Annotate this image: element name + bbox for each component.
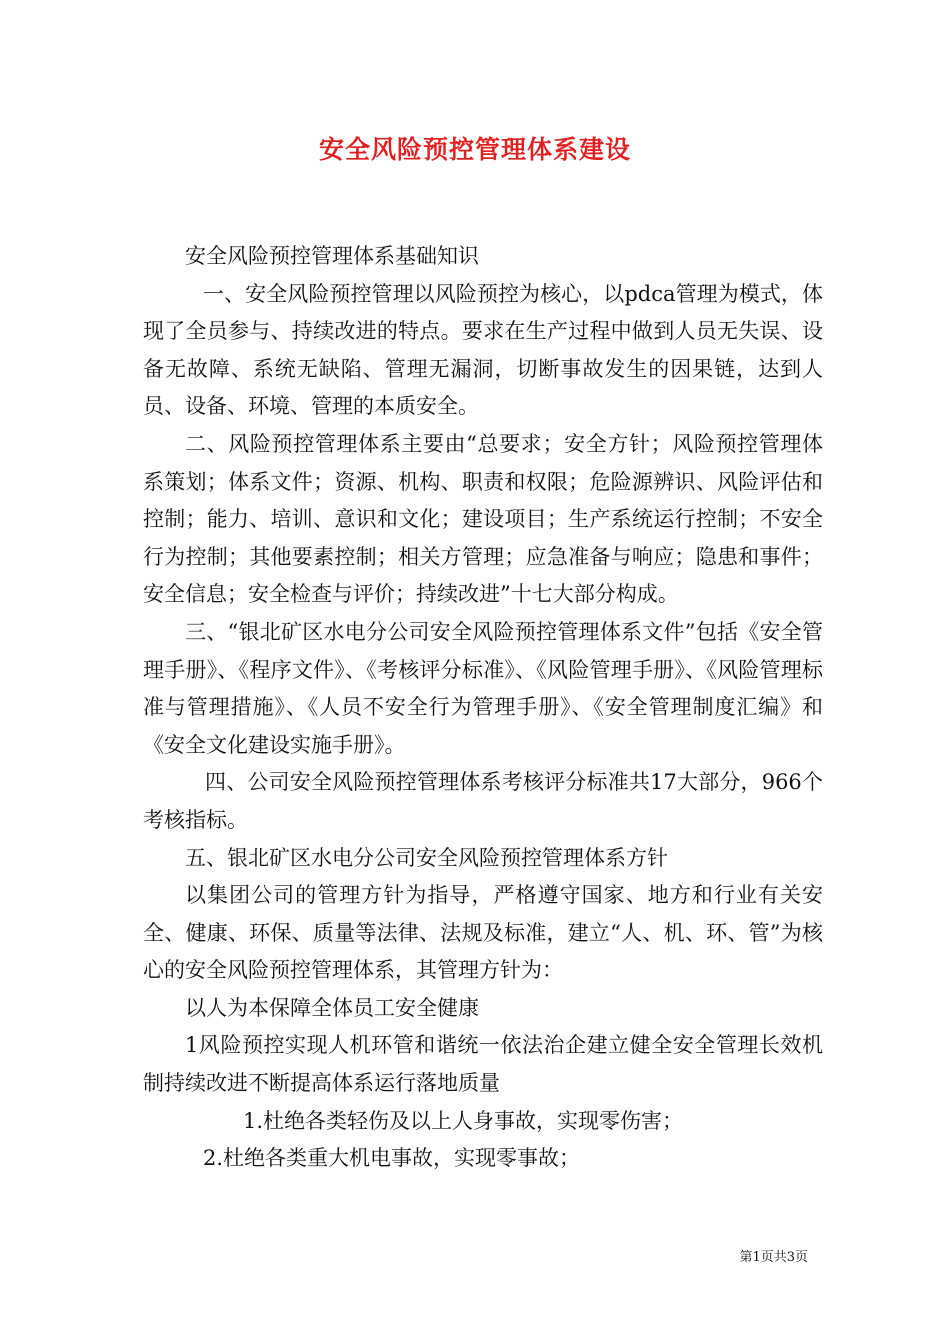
paragraph: 二、风险预控管理体系主要由“总要求；安全方针；风险预控管理体系策划；体系文件；资源、机构、职责和权限；危险源辨识、风险评估和控制；能力、培训、意识和文化；建设项目；生产系统运行控制；不安全行为控制；其他要素控制；相关方管理；应急准备与响应；隐患和事件；安全信息；安全检查与评价；持续改进”十七大部分构成。 — [143, 431, 823, 607]
list-item: 2.杜绝各类重大机电事故，实现零事故； — [203, 1146, 581, 1171]
paragraph: 四、公司安全风险预控管理体系考核评分标准共17大部分，966个考核指标。 — [143, 770, 823, 832]
list-item: 1.杜绝各类轻伤及以上人身事故，实现零伤害； — [243, 1108, 684, 1133]
paragraph: 以人为本保障全体员工安全健康 — [185, 995, 479, 1020]
document-body — [143, 238, 823, 1178]
paragraph: 1风险预控实现人机环管和谐统一依法治企建立健全安全管理长效机制持续改进不断提高体系运行落地质量 — [143, 1033, 823, 1096]
paragraph: 以集团公司的管理方针为指导，严格遵守国家、地方和行业有关安全、健康、环保、质量等法律、法规及标准，建立“人、机、环、管”为核心的安全风险预控管理体系，其管理方针为： — [143, 883, 823, 983]
paragraph: 一、安全风险预控管理以风险预控为核心，以pdca管理为模式，体现了全员参与、持续改进的特点。要求在生产过程中做到人员无失误、设备无故障、系统无缺陷、管理无漏洞，切断事故发生的因果链，达到人员、设备、环境、管理的本质安全。 — [143, 281, 823, 419]
paragraph: 三、“银北矿区水电分公司安全风险预控管理体系文件”包括《安全管理手册》、《程序文件》、《考核评分标准》、《风险管理手册》、《风险管理标准与管理措施》、《人员不安全行为管理手册》、《安全管理制度汇编》和《安全文化建设实施手册》。 — [143, 619, 823, 757]
section-heading: 安全风险预控管理体系基础知识 — [185, 244, 479, 268]
page-number: 第1页共3页 — [739, 1250, 808, 1265]
paragraph: 五、银北矿区水电分公司安全风险预控管理体系方针 — [185, 845, 668, 870]
document-title: 安全风险预控管理体系建设 — [318, 135, 631, 164]
